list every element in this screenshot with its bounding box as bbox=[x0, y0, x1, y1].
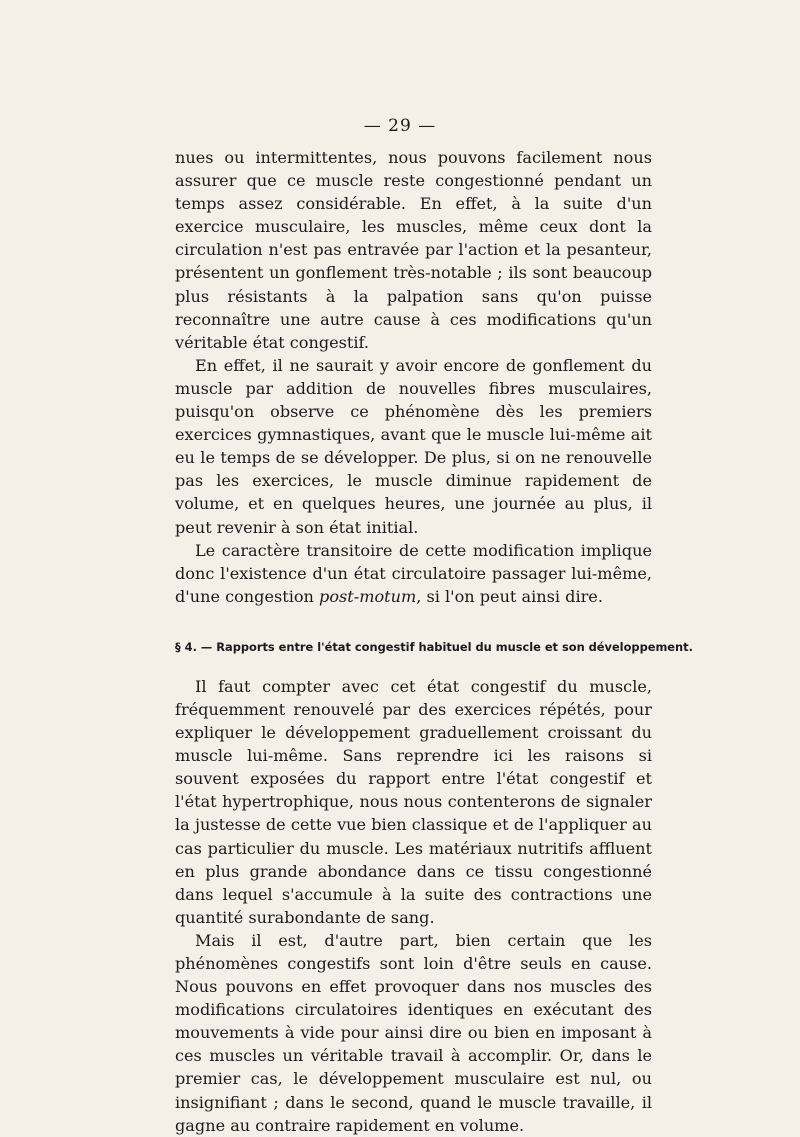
paragraph-3-italic-term: post-motum bbox=[319, 586, 417, 606]
section-heading: § 4. — Rapports entre l'état congestif habituel du muscle et son développement. bbox=[175, 639, 693, 654]
page-number: — 29 — bbox=[363, 116, 437, 136]
paragraph-3-text-start: Le caractère transitoire de cette modification implique donc l'existence d'un état circulatoire passager lui-même, d'une congestion bbox=[175, 540, 652, 606]
page-body bbox=[175, 146, 693, 1137]
paragraph-3 bbox=[175, 539, 652, 608]
paragraph-1: nues ou intermittentes, nous pouvons facilement nous assurer que ce muscle reste congestionné pendant un temps assez considérable. En effet, à la suite d'un exercice musculaire, les muscles, même ceux dont la circulation n'est pas entravée par l'action et la pesanteur, présentent un gonflement très-notable ; ils sont beaucoup plus résistants à la palpation sans qu'on puisse reconnaître une autre cause à ces modifications qu'un véritable état congestif. bbox=[175, 148, 652, 352]
paragraph-5: Mais il est, d'autre part, bien certain que les phénomènes congestifs sont loin d'être seuls en cause. Nous pouvons en effet provoquer dans nos muscles des modifications circulatoires identiques en exécutant des mouvements à vide pour ainsi dire ou bien en imposant à ces muscles un véritable travail à accomplir. Or, dans le premier cas, le développement musculaire est nul, ou insignifiant ; dans le second, quand le muscle travaille, il gagne au contraire rapidement en volume. bbox=[175, 930, 652, 1135]
paragraph-2: En effet, il ne saurait y avoir encore de gonflement du muscle par addition de nouvelles fibres musculaires, puisqu'on observe ce phénomène dès les premiers exercices gymnastiques, avant que le muscle lui-même ait eu le temps de se développer. De plus, si on ne renouvelle pas les exercices, le muscle diminue rapidement de volume, et en quelques heures, une journée au plus, il peut revenir à son état initial. bbox=[175, 355, 652, 537]
paragraph-3-text-end: , si l'on peut ainsi dire. bbox=[416, 586, 603, 606]
paragraph-4: Il faut compter avec cet état congestif du muscle, fréquemment renouvelé par des exercices répétés, pour expliquer le développement graduellement croissant du muscle lui-même. Sans reprendre ici les raisons si souvent exposées du rapport entre l'état congestif et l'état hypertrophique, nous nous contenterons de signaler la justesse de cette vue bien classique et de l'appliquer au cas particulier du muscle. Les matériaux nutritifs affluent en plus grande abondance dans ce tissu congestionné dans lequel s'accumule à la suite des contractions une quantité surabondante de sang. bbox=[175, 676, 652, 927]
